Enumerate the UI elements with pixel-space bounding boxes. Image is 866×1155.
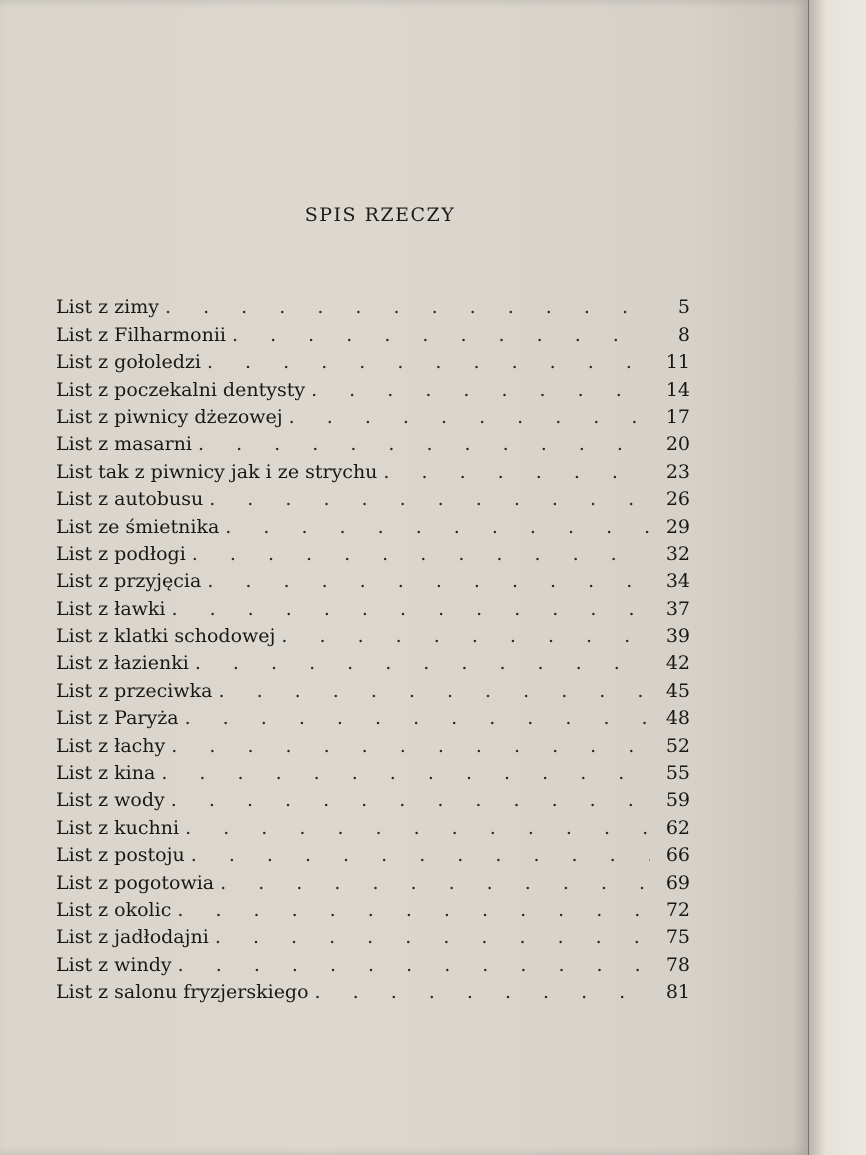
dot-leader <box>171 901 650 920</box>
toc-entry <box>56 865 690 892</box>
toc-entry-page-number: 62 <box>665 816 690 839</box>
toc-entry-title: List z masarni <box>56 433 192 456</box>
toc-entry-page-number: 26 <box>665 488 690 511</box>
dot-leader <box>172 956 650 975</box>
toc-entry-page-number: 34 <box>665 570 690 593</box>
dot-leader <box>377 463 650 482</box>
toc-entry <box>56 893 690 920</box>
toc-entry-title: List z przyjęcia <box>56 570 202 593</box>
toc-entry-title: List z windy <box>56 953 172 976</box>
toc-entry <box>56 509 690 536</box>
toc-entry <box>56 646 690 673</box>
dot-leader <box>186 545 650 564</box>
toc-entry-title: List tak z piwnicy jak i ze strychu <box>56 460 378 483</box>
dot-leader <box>305 381 650 400</box>
toc-entry <box>56 537 690 564</box>
toc-entry-title: List z łazienki <box>56 652 189 675</box>
toc-entry-title: List z okolic <box>56 898 172 921</box>
dot-leader <box>189 654 650 673</box>
toc-entry-page-number: 59 <box>665 789 690 812</box>
toc-entry-title: List z przeciwka <box>56 679 213 702</box>
dot-leader <box>213 682 651 701</box>
toc-entry-page-number: 45 <box>665 679 690 702</box>
toc-entry <box>56 838 690 865</box>
toc-entry-title: List z poczekalni dentysty <box>56 378 306 401</box>
toc-entry <box>56 564 690 591</box>
dot-leader <box>209 928 650 947</box>
toc-entry <box>56 756 690 783</box>
dot-leader <box>155 764 650 783</box>
toc-entry-page-number: 55 <box>665 762 690 785</box>
toc-entry-page-number: 72 <box>665 898 690 921</box>
toc-entry-title: List z Paryża <box>56 707 179 730</box>
toc-entry-title: List z pogotowia <box>56 871 215 894</box>
toc-entry <box>56 701 690 728</box>
toc-entry-page-number: 20 <box>665 433 690 456</box>
dot-leader <box>179 819 650 838</box>
dot-leader <box>192 435 650 454</box>
toc-entry-title: List z wody <box>56 789 165 812</box>
toc-entry-page-number: 66 <box>665 844 690 867</box>
toc-entry-page-number: 23 <box>665 460 690 483</box>
toc-entry <box>56 317 690 344</box>
toc-entry <box>56 345 690 372</box>
dot-leader <box>226 326 650 345</box>
dot-leader <box>165 791 650 810</box>
dot-leader <box>166 600 650 619</box>
toc-entry-title: List z postoju <box>56 844 185 867</box>
dot-leader <box>185 846 650 865</box>
toc-entry <box>56 728 690 755</box>
dot-leader <box>201 572 650 591</box>
toc-entry-page-number: 48 <box>665 707 690 730</box>
toc-entry-page-number: 17 <box>665 405 690 428</box>
toc-entry <box>56 920 690 947</box>
toc-entry-page-number: 69 <box>665 871 690 894</box>
toc-entry-page-number: 39 <box>665 625 690 648</box>
toc-entry-page-number: 32 <box>665 542 690 565</box>
toc-entry-title: List z zimy <box>56 296 160 319</box>
toc-entry-title: List z autobusu <box>56 488 204 511</box>
toc-entry <box>56 810 690 837</box>
toc-entry-page-number: 29 <box>665 515 690 538</box>
dot-leader <box>203 490 650 509</box>
dot-leader <box>214 874 650 893</box>
dot-leader <box>165 737 650 756</box>
toc-entry-page-number: 5 <box>677 296 690 319</box>
toc-entry-title: List z gołoledzi <box>56 351 201 374</box>
toc-entry-title: List z łachy <box>56 734 166 757</box>
adjacent-page-edge <box>808 0 866 1155</box>
toc-entry <box>56 454 690 481</box>
dot-leader <box>159 298 650 317</box>
toc-entry <box>56 290 690 317</box>
toc-entry-page-number: 42 <box>665 652 690 675</box>
toc-entry-title: List z salonu fryzjerskiego <box>56 981 309 1004</box>
toc-entry-page-number: 75 <box>665 926 690 949</box>
dot-leader <box>179 709 650 728</box>
toc-entry-title: List z klatki schodowej <box>56 625 276 648</box>
toc-entry <box>56 591 690 618</box>
toc-entry-page-number: 11 <box>665 351 690 374</box>
dot-leader <box>309 983 650 1002</box>
toc-entry <box>56 372 690 399</box>
toc-entry-title: List z kina <box>56 762 156 785</box>
toc-entry-title: List z piwnicy dżezowej <box>56 405 283 428</box>
dot-leader <box>201 353 650 372</box>
toc-entry-page-number: 8 <box>677 323 690 346</box>
toc-entry-page-number: 37 <box>665 597 690 620</box>
toc-entry <box>56 673 690 700</box>
toc-entry-title: List z kuchni <box>56 816 180 839</box>
toc-entry-title: List z ławki <box>56 597 166 620</box>
toc-entry-title: List z podłogi <box>56 542 186 565</box>
toc-entry-page-number: 14 <box>665 378 690 401</box>
toc-entry <box>56 975 690 1002</box>
dot-leader <box>219 518 650 537</box>
toc-entry <box>56 783 690 810</box>
page-title: SPIS RZECZY <box>304 204 456 226</box>
dot-leader <box>283 408 650 427</box>
toc-entry-title: List z Filharmonii <box>56 323 226 346</box>
toc-entry <box>56 619 690 646</box>
toc-entry <box>56 427 690 454</box>
toc-entry <box>56 482 690 509</box>
table-of-contents <box>56 290 690 1002</box>
toc-entry-title: List z jadłodajni <box>56 926 209 949</box>
toc-entry-page-number: 78 <box>665 953 690 976</box>
toc-entry-page-number: 52 <box>665 734 690 757</box>
dot-leader <box>275 627 650 646</box>
toc-entry <box>56 947 690 974</box>
toc-entry-page-number: 81 <box>665 981 690 1004</box>
toc-entry-title: List ze śmietnika <box>56 515 220 538</box>
toc-entry <box>56 400 690 427</box>
